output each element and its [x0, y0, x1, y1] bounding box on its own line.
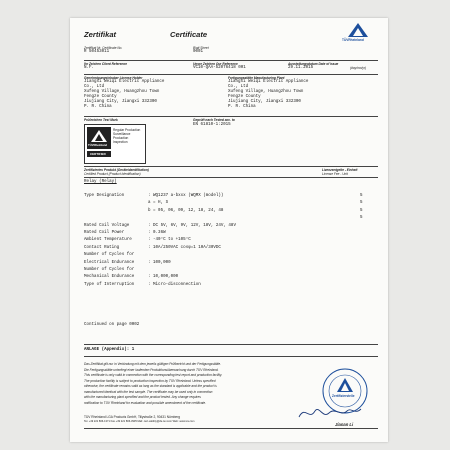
client-ref-label: Ihr Zeichen Client Reference [84, 62, 128, 66]
spec-value: b = 05, 06, 09, 12, 18, 24, 48 [148, 208, 224, 213]
plant-label: Fertigungsstätte Manufacturing Plant [228, 76, 285, 80]
our-ref-value: VC10-QAA-52076418 001 [193, 66, 246, 70]
holder-label: Genehmigungsinhaber License Holder [84, 76, 143, 80]
plant-address-line: Co., Ltd [228, 85, 249, 89]
footer-company: TÜV Rheinland LGA Products GmbH, Tillystraße 2, 90431 Nürnberg [84, 415, 181, 419]
blatt-label: Blatt Sheet [193, 46, 209, 50]
holder-address-line: Fengze County [84, 95, 117, 99]
stamp-text: Zertifizierstelle [332, 394, 355, 398]
mark-box-line: Surveillance [113, 132, 131, 136]
product-name: Relay (Relay) [84, 180, 117, 184]
standard-value: EN 61810-1:2015 [193, 123, 231, 127]
test-mark-label: Prüfzeichen Test Mark [84, 118, 118, 122]
cert-no-label: Zertifikat Nr. Certificate No. [84, 46, 123, 50]
spec-key: Electrical Endurance [84, 260, 135, 265]
plant-address-line: P. R. China [228, 105, 256, 109]
tuv-mark-text: TÜVRheinland [88, 143, 108, 147]
test-mark-box [84, 124, 146, 164]
tuv-mark-logo [87, 127, 111, 149]
fine-print-line: with the manufacturing plant specified and the product tested. Any change requires [84, 395, 201, 399]
spec-key: Type of Interruption [84, 282, 135, 287]
spec-value: : -40°C to +105°C [148, 238, 191, 243]
spec-key: Mechanical Endurance [84, 275, 135, 280]
fine-print-line: notification to TÜV Rheinland for evaluation and possible amendment of the certificate. [84, 400, 207, 405]
spec-value: : Micro-disconnection [148, 282, 201, 287]
date-format: (day/mo/yr) [350, 66, 367, 70]
fine-print-line: The production facility is subject to production inspection by TÜV Rheinland. Unless specified [84, 378, 216, 383]
spec-value: a = H, S [148, 201, 169, 206]
spec-unit: 5 [360, 216, 363, 221]
spec-value: : 10,000,000 [148, 275, 179, 280]
fine-print-line: Das Zertifikat gilt nur in Verbindung mit dem jeweils gültigen Prüfbericht und der Fertigungsstätte. [84, 362, 222, 366]
blatt-value: 0001 [193, 50, 204, 54]
plant-address-line: Fengze County [228, 95, 261, 99]
product-label: Zertifiziertes Produkt (Geräteidentifikation) [84, 168, 149, 172]
spec-value: : 100,000 [148, 260, 171, 265]
fine-print-line: This certificate is only valid in connection with the corresponding test report and production facility. [84, 373, 223, 377]
tuv-mark-triangle-icon [87, 129, 111, 143]
spec-value: : 10A/250VAC cosφ=1 10A/30VDC [148, 245, 221, 250]
plant-address-line: Xufeng Village, Huangzhou Town [228, 90, 304, 94]
spec-unit: 5 [360, 194, 363, 198]
fine-print-line: otherwise, the certificate remains valid as long as the standard is applicable and the product is [84, 384, 217, 388]
holder-address-line: Co., Ltd [84, 85, 105, 89]
spec-key: Number of Cycles for [84, 268, 135, 272]
spec-key: Type Designation [84, 194, 125, 198]
fine-print-line: Die Fertigungsstätte unterliegt einer laufenden Produktionsüberwachung durch TÜV Rheinland. [84, 367, 219, 372]
spec-unit: 5 [360, 201, 363, 206]
certificate-page [70, 18, 388, 442]
mark-box-line: Inspection [113, 140, 128, 144]
plant-address-line: Jiujiang City, Jiangxi 332300 [228, 100, 301, 104]
holder-address-line: Jiujiang City, Jiangxi 332300 [84, 100, 157, 104]
spec-key: Contact Rating [84, 245, 120, 250]
spec-value: : 0.36W [148, 231, 166, 235]
spec-key: Rated Coil Voltage [84, 223, 130, 228]
signature-icon [295, 403, 365, 423]
spec-value: : DC 5V, 6V, 9V, 12V, 18V, 24V, 48V [148, 223, 236, 228]
footer-contact: Tel. +49 221 806-1371 Fax +49 221 806-3935 Mail: cert-validity@de.tuv.com Web: www.tuv.com [84, 420, 195, 423]
title-de: Zertifikat [84, 30, 117, 39]
license-fee-label-en: License Fee - Unit [322, 172, 348, 176]
spec-key: Ambient Temperature [84, 238, 132, 243]
fine-print-line: manufactured identical with the test sample. The certificate may be used only in connection [84, 389, 213, 394]
issue-date-label: Ausstellungsdatum Date of issue [288, 62, 339, 66]
mark-box-line: Production [113, 136, 129, 140]
appendix: ANLAGE (Appendix): 1 [84, 348, 135, 352]
spec-value: : WQ1237 a-bxxx (WQMX (model)) [148, 194, 224, 198]
spec-key: Number of Cycles for [84, 253, 135, 258]
tuv-triangle-icon [338, 22, 378, 38]
client-ref-value: N.F. [84, 66, 95, 70]
license-fee-label: Lizenzentgelte - Einheit [322, 168, 358, 172]
holder-address-line: Xufeng Village, Huangzhou Town [84, 90, 160, 94]
title-en: Certificate [170, 30, 208, 39]
tested-acc-label: Geprüft nach Tested acc. to [193, 118, 235, 122]
tuv-logo [338, 22, 378, 44]
holder-address-line: P. R. China [84, 105, 112, 109]
tuv-logo-text: TÜVRheinland [342, 38, 364, 42]
spec-key: Rated Coil Power [84, 231, 125, 235]
certified-text: CERTIFIED [90, 152, 106, 156]
certified-bar [87, 151, 111, 157]
issue-date-value: 29.11.2015 [288, 66, 314, 70]
cert-no-value: R 50453011 [84, 50, 110, 54]
continued-note: Continued on page 0002 [84, 323, 140, 327]
signer-name: Jianan Li [335, 422, 354, 427]
plant-address-line: Jiangxi Weiqi Electric Appliance [228, 80, 309, 84]
holder-address-line: Jiangxi Weiqi Electric Appliance [84, 80, 165, 84]
product-label-en: Certified Product (Product Identification) [84, 172, 141, 176]
our-ref-label: Unser Zeichen Our Reference [193, 62, 238, 66]
mark-box-line: Regular Production [113, 128, 141, 132]
spec-unit: 5 [360, 208, 363, 213]
